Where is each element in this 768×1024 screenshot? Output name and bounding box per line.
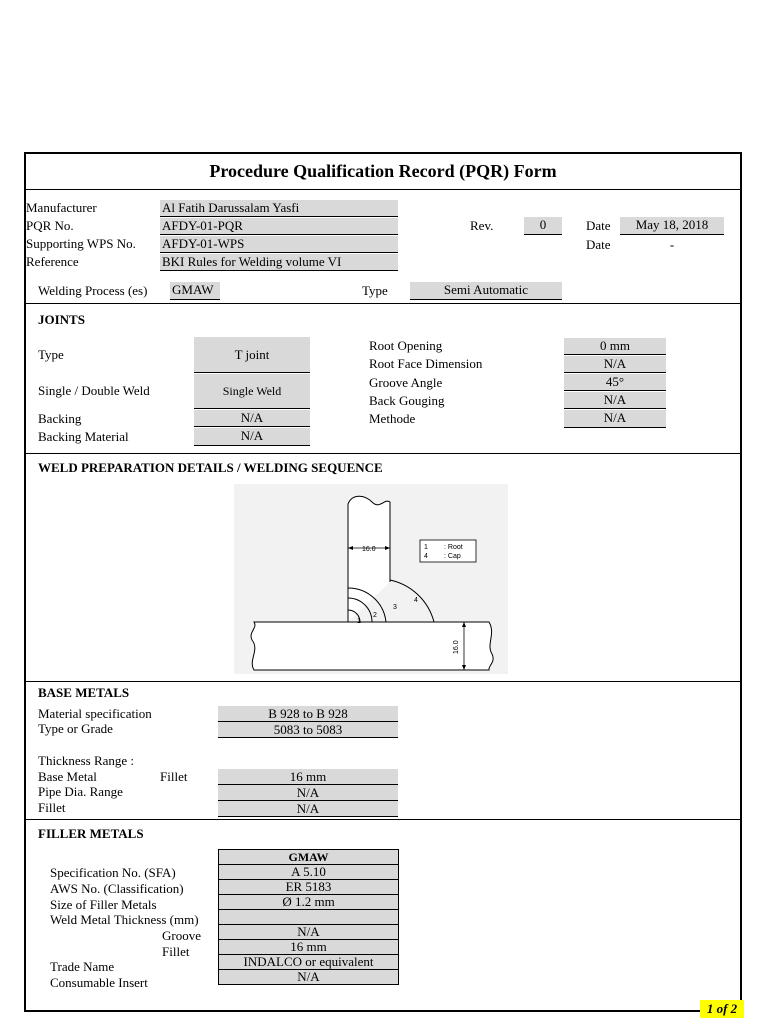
base-metal-value: 16 mm	[218, 769, 398, 785]
pass-label: 2	[373, 612, 377, 619]
pqr-value: AFDY-01-PQR	[160, 218, 398, 235]
filler-metals-table	[218, 849, 399, 985]
dim-top-label: 16.0	[362, 546, 376, 553]
thickness-label: Thickness Range :	[38, 753, 135, 768]
reference-label: Reference	[26, 254, 79, 269]
backing-material-label: Backing Material	[38, 429, 129, 444]
legend-num: 4	[424, 553, 428, 560]
filler-row-value: N/A	[219, 970, 399, 985]
backing-material-value: N/A	[194, 428, 310, 446]
date2-label: Date	[586, 237, 611, 252]
spec-label: Material specification	[38, 706, 152, 721]
filler-column-header: GMAW	[219, 850, 399, 865]
process-value: GMAW	[170, 282, 220, 300]
date2-value: -	[669, 237, 675, 252]
pass-label: 3	[393, 604, 397, 611]
base-metal-label: Base Metal	[38, 769, 97, 784]
page-indicator: 1 of 2	[700, 1000, 744, 1018]
process-label: Welding Process (es)	[38, 283, 148, 298]
methode-label: Methode	[369, 411, 416, 426]
divider	[24, 453, 742, 454]
type-value: Semi Automatic	[410, 282, 562, 300]
backing-label: Backing	[38, 411, 82, 426]
joint-type-label: Type	[38, 347, 64, 362]
wps-value: AFDY-01-WPS	[160, 236, 398, 253]
weld-type-value: Single Weld	[194, 374, 310, 409]
filler-row-label: Fillet	[162, 944, 190, 959]
weld-prep-heading: WELD PREPARATION DETAILS / WELDING SEQUENCE	[38, 460, 383, 475]
reference-value: BKI Rules for Welding volume VI	[160, 254, 398, 271]
back-gouging-value: N/A	[564, 392, 666, 409]
methode-value: N/A	[564, 410, 666, 428]
pipe-label: Pipe Dia. Range	[38, 784, 123, 799]
grade-label: Type or Grade	[38, 721, 113, 736]
groove-angle-label: Groove Angle	[369, 375, 443, 390]
rev-label: Rev.	[470, 218, 494, 233]
grade-value: 5083 to 5083	[218, 722, 398, 738]
date-label: Date	[586, 218, 611, 233]
base-metal-fillet-label: Fillet	[160, 769, 188, 784]
filler-row-label: Weld Metal Thickness (mm)	[50, 912, 199, 927]
legend-num: 1	[424, 544, 428, 551]
divider	[24, 819, 742, 820]
root-face-value: N/A	[564, 356, 666, 373]
filler-row-value: N/A	[219, 925, 399, 940]
legend-desc: : Root	[444, 544, 463, 551]
pipe-value: N/A	[218, 785, 398, 801]
fillet-label: Fillet	[38, 800, 66, 815]
fillet-value: N/A	[218, 801, 398, 817]
backing-value: N/A	[194, 410, 310, 427]
filler-row-label: AWS No. (Classification)	[50, 881, 184, 896]
filler-row-value	[219, 910, 399, 925]
filler-row-value: ER 5183	[219, 880, 399, 895]
divider	[24, 303, 742, 304]
rev-value: 0	[524, 217, 562, 235]
manufacturer-label: Manufacturer	[26, 200, 97, 215]
filler-row-label: Groove	[162, 928, 201, 943]
joints-heading: JOINTS	[38, 312, 85, 327]
filler-row-value: A 5.10	[219, 865, 399, 880]
dim-side-label: 16.0	[453, 640, 460, 654]
date-value: May 18, 2018	[620, 217, 724, 235]
weld-sequence-diagram	[234, 484, 508, 674]
type-label: Type	[362, 283, 388, 298]
filler-row-label: Trade Name	[50, 959, 115, 974]
base-metals-heading: BASE METALS	[38, 685, 130, 700]
filler-row-label: Specification No. (SFA)	[50, 865, 176, 880]
root-opening-value: 0 mm	[564, 338, 666, 355]
divider	[24, 189, 742, 190]
filler-row-value: 16 mm	[219, 940, 399, 955]
back-gouging-label: Back Gouging	[369, 393, 445, 408]
root-opening-label: Root Opening	[369, 338, 443, 353]
wps-label: Supporting WPS No.	[26, 236, 136, 251]
joint-type-value: T joint	[194, 337, 310, 373]
legend-desc: : Cap	[444, 553, 461, 560]
filler-metals-heading: FILLER METALS	[38, 826, 144, 841]
pass-label: 4	[414, 597, 418, 604]
manufacturer-value: Al Fatih Darussalam Yasfi	[160, 200, 398, 217]
divider	[24, 681, 742, 682]
filler-row-value: Ø 1.2 mm	[219, 895, 399, 910]
root-face-label: Root Face Dimension	[369, 356, 483, 371]
weld-type-label: Single / Double Weld	[38, 383, 150, 398]
spec-value: B 928 to B 928	[218, 706, 398, 722]
filler-row-label: Size of Filler Metals	[50, 897, 157, 912]
pqr-label: PQR No.	[26, 218, 74, 233]
pass-label: 1	[357, 618, 361, 625]
page-title: Procedure Qualification Record (PQR) Form	[209, 161, 557, 181]
filler-row-value: INDALCO or equivalent	[219, 955, 399, 970]
filler-row-label: Consumable Insert	[50, 975, 148, 990]
groove-angle-value: 45°	[564, 374, 666, 391]
